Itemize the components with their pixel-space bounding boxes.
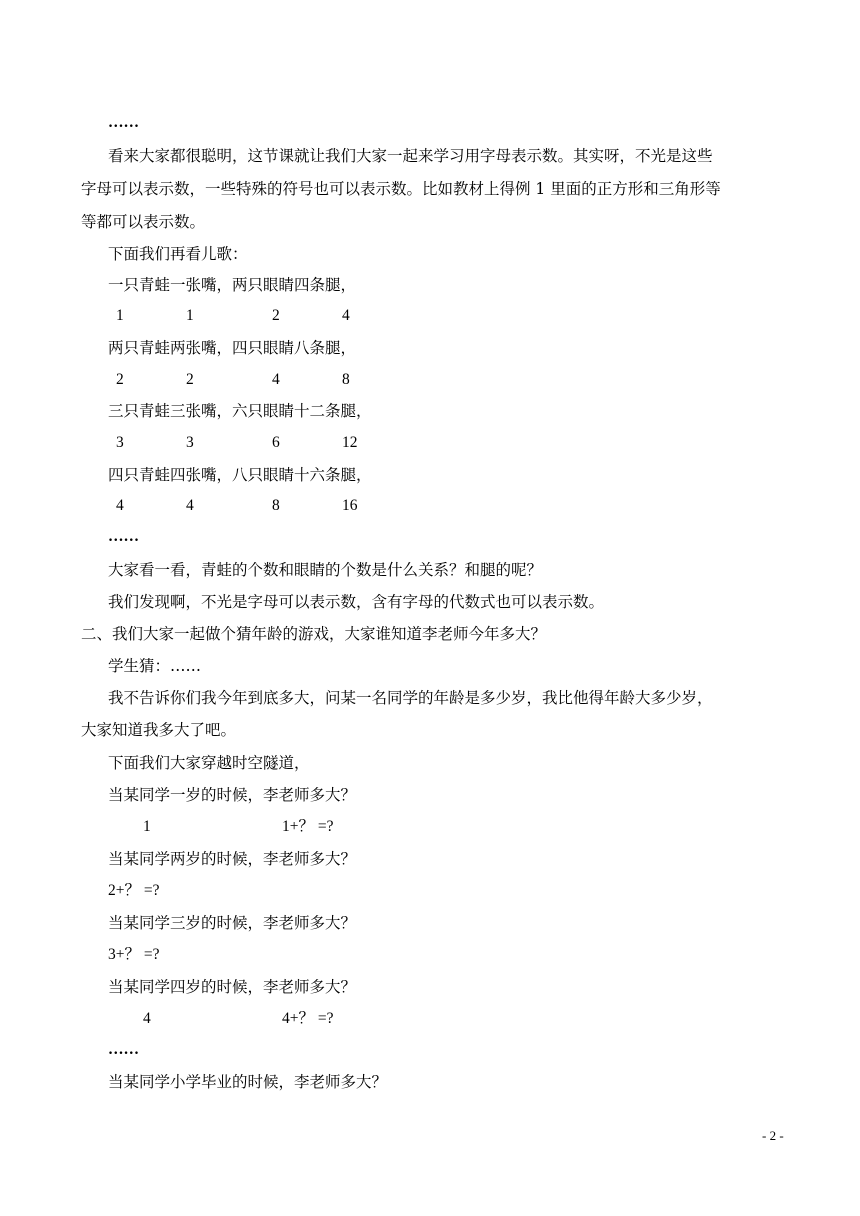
section-heading: 二、我们大家一起做个猜年龄的游戏，大家谁知道李老师今年多大？ <box>81 625 547 643</box>
paragraph-line: 下面我们再看儿歌： <box>108 245 248 263</box>
number-cell: 4 <box>186 497 194 514</box>
number-cell: 16 <box>342 497 358 514</box>
number-cell: 6 <box>272 434 280 451</box>
paragraph-line: 我不告诉你们我今年到底多大，问某一名同学的年龄是多少岁，我比他得年龄大多少岁， <box>108 689 713 707</box>
paragraph-line: 我们发现啊，不光是字母可以表示数，含有字母的代数式也可以表示数。 <box>108 593 605 611</box>
age-expression: 2+？ =? <box>108 882 160 899</box>
number-cell: 3 <box>186 434 194 451</box>
number-cell: 2 <box>116 371 124 388</box>
ellipsis: …… <box>108 528 139 545</box>
age-expression: 4+？ =? <box>282 1010 334 1027</box>
paragraph-line: 大家知道我多大了吧。 <box>81 721 237 739</box>
number-cell: 2 <box>186 371 194 388</box>
paragraph-line: 下面我们大家穿越时空隧道， <box>108 754 310 772</box>
verse-line: 一只青蛙一张嘴，两只眼睛四条腿， <box>108 276 357 294</box>
age-value: 1 <box>143 818 151 835</box>
verse-line: 两只青蛙两张嘴，四只眼睛八条腿， <box>108 339 357 357</box>
age-value: 4 <box>143 1010 151 1027</box>
number-cell: 3 <box>116 434 124 451</box>
question-line: 当某同学三岁的时候，李老师多大？ <box>108 914 357 932</box>
age-expression: 1+？ =? <box>282 818 334 835</box>
question-line: 当某同学小学毕业的时候，李老师多大？ <box>108 1073 388 1091</box>
ellipsis: …… <box>108 1041 139 1058</box>
paragraph-line: 看来大家都很聪明，这节课就让我们大家一起来学习用字母表示数。其实呀，不光是这些 <box>108 147 713 165</box>
verse-line: 三只青蛙三张嘴，六只眼睛十二条腿， <box>108 402 372 420</box>
verse-line: 四只青蛙四张嘴，八只眼睛十六条腿， <box>108 466 372 484</box>
number-cell: 12 <box>342 434 358 451</box>
page-number: - 2 - <box>762 1128 784 1143</box>
paragraph-line: 等都可以表示数。 <box>81 213 206 231</box>
number-cell: 8 <box>272 497 280 514</box>
number-cell: 2 <box>272 307 280 324</box>
question-line: 当某同学两岁的时候，李老师多大？ <box>108 850 357 868</box>
number-cell: 4 <box>342 307 350 324</box>
number-cell: 4 <box>272 371 280 388</box>
ellipsis: …… <box>108 114 139 131</box>
question-line: 当某同学四岁的时候，李老师多大？ <box>108 978 357 996</box>
age-expression: 3+？ =? <box>108 946 160 963</box>
number-cell: 1 <box>116 307 124 324</box>
number-cell: 4 <box>116 497 124 514</box>
number-cell: 1 <box>186 307 194 324</box>
question-line: 当某同学一岁的时候，李老师多大？ <box>108 786 357 804</box>
number-cell: 8 <box>342 371 350 388</box>
paragraph-line: 学生猜：…… <box>108 657 202 675</box>
paragraph-line: 大家看一看，青蛙的个数和眼睛的个数是什么关系？和腿的呢？ <box>108 561 543 579</box>
paragraph-line: 字母可以表示数，一些特殊的符号也可以表示数。比如教材上得例 1 里面的正方形和三角形等 <box>81 180 721 198</box>
